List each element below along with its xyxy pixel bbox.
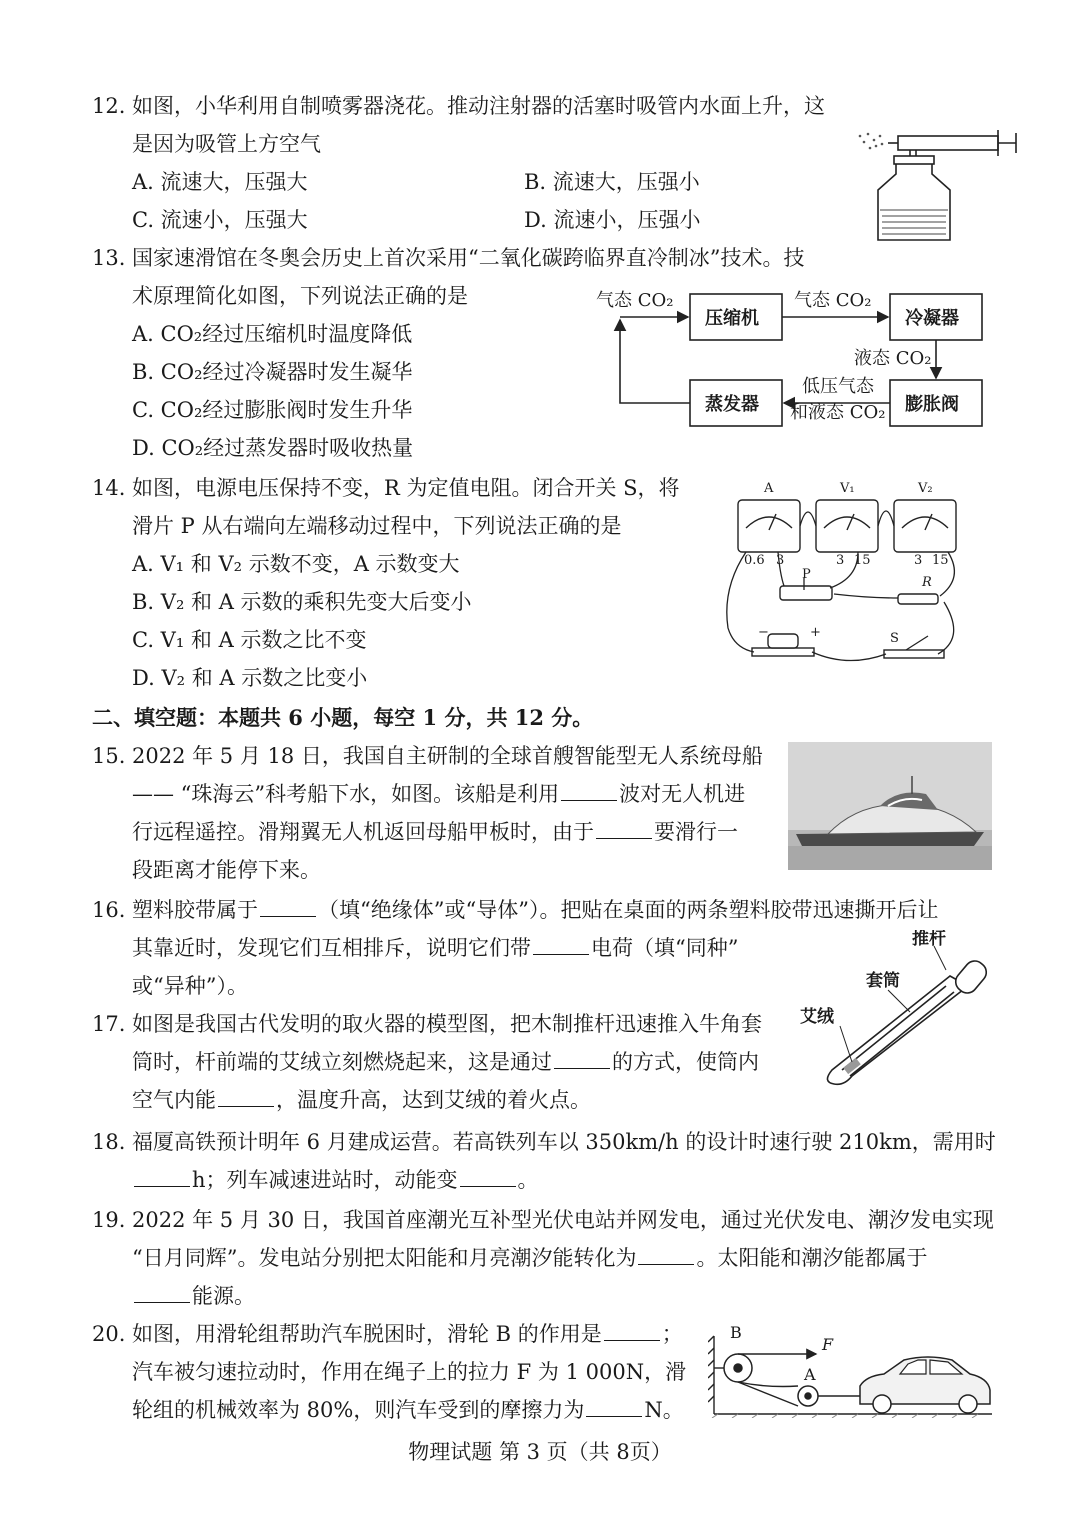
q15-stem-line3: 行远程遥控。滑翔翼无人机返回母船甲板时，由于 要滑行一 [132,820,738,844]
q17-stem-line3: 空气内能 ，温度升高，达到艾绒的着火点。 [132,1088,591,1112]
q13-number: 13. [92,246,126,270]
q19-stem-line1: 2022 年 5 月 30 日，我国首座潮光互补型光伏电站并网发电，通过光伏发电、潮汐发电实现 [132,1208,994,1232]
evaporator-label: 蒸发器 [705,394,759,415]
expansion-valve-label: 膨胀阀 [905,394,959,415]
q12-number: 12. [92,94,126,118]
q17-number: 17. [92,1012,126,1036]
q12-stem-line1: 如图，小华利用自制喷雾器浇花。推动注射器的活塞时吸管内水面上升，这 [132,94,825,118]
ammeter-scale-3: 3 [776,553,785,568]
gas-co2-left-label: 气态 CO₂ [596,290,674,311]
q20-blank-2[interactable] [586,1396,642,1417]
q12-option-d: D. 流速小，压强小 [524,208,701,232]
q14-number: 14. [92,476,126,500]
voltmeter-v2-label: V₂ [918,481,933,496]
q14-option-b: B. V₂ 和 A 示数的乘积先变大后变小 [132,590,472,614]
q15-stem-line4: 段距离才能停下来。 [132,858,321,882]
page-footer: 物理试题 第 3 页（共 8页） [408,1440,672,1464]
pulley-car-figure [708,1322,996,1418]
q20-stem-line3: 轮组的机械效率为 80%，则汽车受到的摩擦力为 N。 [132,1398,684,1422]
q20-number: 20. [92,1322,126,1346]
q18-number: 18. [92,1130,126,1154]
resistor-r-label: R [922,575,932,590]
q14-option-d: D. V₂ 和 A 示数之比变小 [132,666,368,690]
v1-scale-15: 15 [854,553,871,568]
liquid-co2-label: 液态 CO₂ [854,348,932,369]
pulley-a-label: A [804,1365,816,1384]
q14-stem-line2: 滑片 P 从右端向左端移动过程中，下列说法正确的是 [132,514,622,538]
q17-blank-1[interactable] [554,1048,610,1069]
v2-scale-3: 3 [914,553,923,568]
co2-cycle-diagram [590,284,990,432]
q20-stem-line2: 汽车被匀速拉动时，作用在绳子上的拉力 F 为 1 000N，滑 [132,1360,687,1384]
condenser-label: 冷凝器 [905,308,959,329]
q15-blank-1[interactable] [561,780,617,801]
q12-option-a: A. 流速大，压强大 [132,170,308,194]
force-f-label: F [822,1335,834,1354]
q14-option-c: C. V₁ 和 A 示数之比不变 [132,628,367,652]
q12-stem-line2: 是因为吸管上方空气 [132,132,321,156]
switch-s-label: S [890,631,899,646]
q16-stem-line3: 或“异种”）。 [132,974,248,998]
v1-scale-3: 3 [836,553,845,568]
q18-stem-line2: h；列车减速进站时，动能变 。 [132,1166,539,1194]
push-rod-label: 推杆 [912,930,946,949]
q15-stem-line2: —— “珠海云”科考船下水，如图。该船是利用 波对无人机进 [132,782,746,806]
q16-blank-2[interactable] [533,934,589,955]
q19-stem-line3: 能源。 [132,1282,255,1310]
q18-blank-2[interactable] [460,1166,516,1187]
q20-blank-1[interactable] [604,1320,660,1341]
q19-stem-line2: “日月同辉”。发电站分别把太阳能和月亮潮汐能转化为 。太阳能和潮汐能都属于 [132,1246,928,1270]
q19-number: 19. [92,1208,126,1232]
research-ship-photo [788,742,992,870]
q13-option-a: A. CO₂经过压缩机时温度降低 [132,322,413,346]
sprayer-figure [848,118,1024,246]
low-pressure-label-2: 和液态 CO₂ [790,402,886,423]
low-pressure-label-1: 低压气态 [802,376,874,397]
gas-co2-mid-label: 气态 CO₂ [794,290,872,311]
sleeve-label: 套筒 [866,971,900,991]
q17-stem-line2: 筒时，杆前端的艾绒立刻燃烧起来，这是通过 的方式，使筒内 [132,1050,759,1074]
circuit-figure [718,478,970,670]
q13-option-b: B. CO₂经过冷凝器时发生凝华 [132,360,413,384]
ammeter-label: A [764,481,774,496]
q15-blank-2[interactable] [596,818,652,839]
q15-stem-line1: 2022 年 5 月 18 日，我国自主研制的全球首艘智能型无人系统母船 [132,744,763,768]
q13-stem-line2: 术原理简化如图，下列说法正确的是 [132,284,468,308]
compressor-label: 压缩机 [705,308,759,329]
ammeter-scale-06: 0.6 [744,553,765,568]
battery-plus-label: + [810,625,821,640]
q19-blank-1[interactable] [638,1244,694,1265]
q13-stem-line1: 国家速滑馆在冬奥会历史上首次采用“二氧化碳跨临界直冷制冰”技术。技 [132,246,805,270]
slider-p-label: P [802,567,811,582]
q18-blank-1[interactable] [134,1166,190,1187]
tinder-label: 艾绒 [800,1007,834,1027]
q20-stem-line1: 如图，用滑轮组帮助汽车脱困时，滑轮 B 的作用是 ； [132,1322,683,1346]
section-2-heading: 二、填空题：本题共 6 小题，每空 1 分，共 12 分。 [92,705,594,730]
q12-option-c: C. 流速小，压强大 [132,208,308,232]
q16-number: 16. [92,898,126,922]
q16-stem-line1: 塑料胶带属于 （填“绝缘体”或“导体”）。把贴在桌面的两条塑料胶带迅速撕开后让 [132,898,939,922]
q13-option-d: D. CO₂经过蒸发器时吸收热量 [132,436,414,460]
battery-minus-label: − [758,625,769,640]
q13-option-c: C. CO₂经过膨胀阀时发生升华 [132,398,413,422]
q14-stem-line1: 如图，电源电压保持不变，R 为定值电阻。闭合开关 S，将 [132,476,680,500]
q16-blank-1[interactable] [260,896,316,917]
pulley-b-label: B [730,1323,742,1342]
fire-starter-figure [800,930,996,1090]
q17-blank-2[interactable] [218,1086,274,1107]
q12-option-b: B. 流速大，压强小 [524,170,700,194]
q16-stem-line2: 其靠近时，发现它们互相排斥，说明它们带 电荷（填“同种” [132,936,739,960]
q14-option-a: A. V₁ 和 V₂ 示数不变，A 示数变大 [132,552,460,576]
voltmeter-v1-label: V₁ [840,481,855,496]
v2-scale-15: 15 [932,553,949,568]
q18-stem-line1: 福厦高铁预计明年 6 月建成运营。若高铁列车以 350km/h 的设计时速行驶 210km，需用时 [132,1130,996,1154]
q19-blank-2[interactable] [134,1282,190,1303]
q15-number: 15. [92,744,126,768]
q17-stem-line1: 如图是我国古代发明的取火器的模型图，把木制推杆迅速推入牛角套 [132,1012,762,1036]
